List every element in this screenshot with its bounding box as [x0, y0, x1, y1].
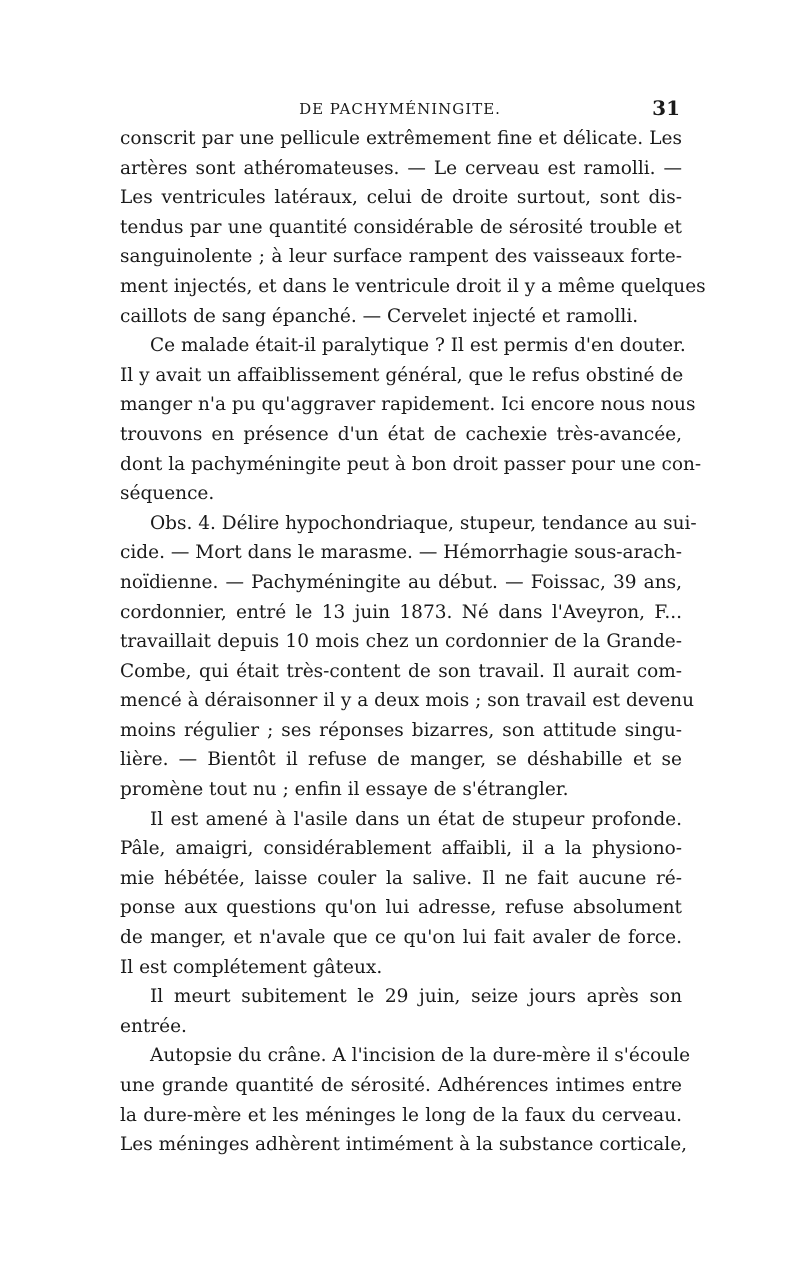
text-line: dont la pachyméningite peut à bon droit passer pour une con-	[120, 453, 702, 475]
text-line: ment injectés, et dans le ventricule droit il y a même quelques	[120, 275, 706, 297]
text-line: Il est amené à l'asile dans un état de stupeur profonde.	[150, 808, 682, 830]
running-title: DE PACHYMÉNINGITE.	[299, 100, 501, 118]
body-text	[120, 124, 706, 1160]
text-line: cordonnier, entré le 13 juin 1873. Né dans l'Aveyron, F...	[120, 601, 682, 623]
text-line: Ce malade était-il paralytique ? Il est permis d'en douter.	[150, 335, 686, 357]
text-line: lière. — Bientôt il refuse de manger, se déshabille et se	[120, 749, 682, 771]
text-line: tendus par une quantité considérable de sérosité trouble et	[120, 216, 682, 238]
text-line: Il meurt subitement le 29 juin, seize jours après son	[150, 986, 682, 1008]
text-line: Il y avait un affaiblissement général, que le refus obstiné de	[120, 364, 684, 386]
text-line: de manger, et n'avale que ce qu'on lui fait avaler de force.	[120, 927, 682, 949]
text-line: Combe, qui était très-content de son travail. Il aurait com-	[120, 660, 682, 682]
text-line: cide. — Mort dans le marasme. — Hémorrhagie sous-arach-	[120, 542, 682, 564]
text-line: manger n'a pu qu'aggraver rapidement. Ici encore nous nous	[120, 394, 696, 416]
text-line: Les méninges adhèrent intimément à la substance corticale,	[120, 1134, 688, 1156]
text-line: travaillait depuis 10 mois chez un cordonnier de la Grande-	[120, 631, 682, 653]
text-line: Il est complétement gâteux.	[120, 956, 383, 978]
text-line: artères sont athéromateuses. — Le cerveau est ramolli. —	[120, 157, 682, 179]
text-line: noïdienne. — Pachyméningite au début. — Foissac, 39 ans,	[120, 571, 682, 593]
text-line: ponse aux questions qu'on lui adresse, refuse absolument	[120, 897, 682, 919]
text-line: la dure-mère et les méninges le long de la faux du cerveau.	[120, 1104, 682, 1126]
text-line: Les ventricules latéraux, celui de droite surtout, sont dis-	[120, 187, 682, 209]
text-line: moins régulier ; ses réponses bizarres, son attitude singu-	[120, 719, 682, 741]
text-line: sanguinolente ; à leur surface rampent des vaisseaux forte-	[120, 246, 682, 268]
page-number: 31	[652, 96, 680, 120]
text-line: Pâle, amaigri, considérablement affaibli, il a la physiono-	[120, 838, 682, 860]
autopsy-heading-line: Autopsie du crâne. A l'incision de la dure-mère il s'écoule	[150, 1045, 691, 1067]
text-line: caillots de sang épanché. — Cervelet injecté et ramolli.	[120, 305, 639, 327]
observation-heading-line: Obs. 4. Délire hypochondriaque, stupeur, tendance au sui-	[150, 512, 697, 534]
text-line: une grande quantité de sérosité. Adhérences intimes entre	[120, 1075, 682, 1096]
text-line: promène tout nu ; enfin il essaye de s'étrangler.	[120, 779, 569, 801]
text-line: conscrit par une pellicule extrêmement fine et délicate. Les	[120, 128, 682, 149]
page-header	[120, 96, 680, 122]
text-line: entrée.	[120, 1015, 187, 1037]
text-line: séquence.	[120, 483, 215, 505]
text-line: trouvons en présence d'un état de cachexie très-avancée,	[120, 423, 682, 445]
text-line: mencé à déraisonner il y a deux mois ; son travail est devenu	[120, 690, 694, 712]
text-line: mie hébétée, laisse couler la salive. Il ne fait aucune ré-	[120, 867, 682, 889]
